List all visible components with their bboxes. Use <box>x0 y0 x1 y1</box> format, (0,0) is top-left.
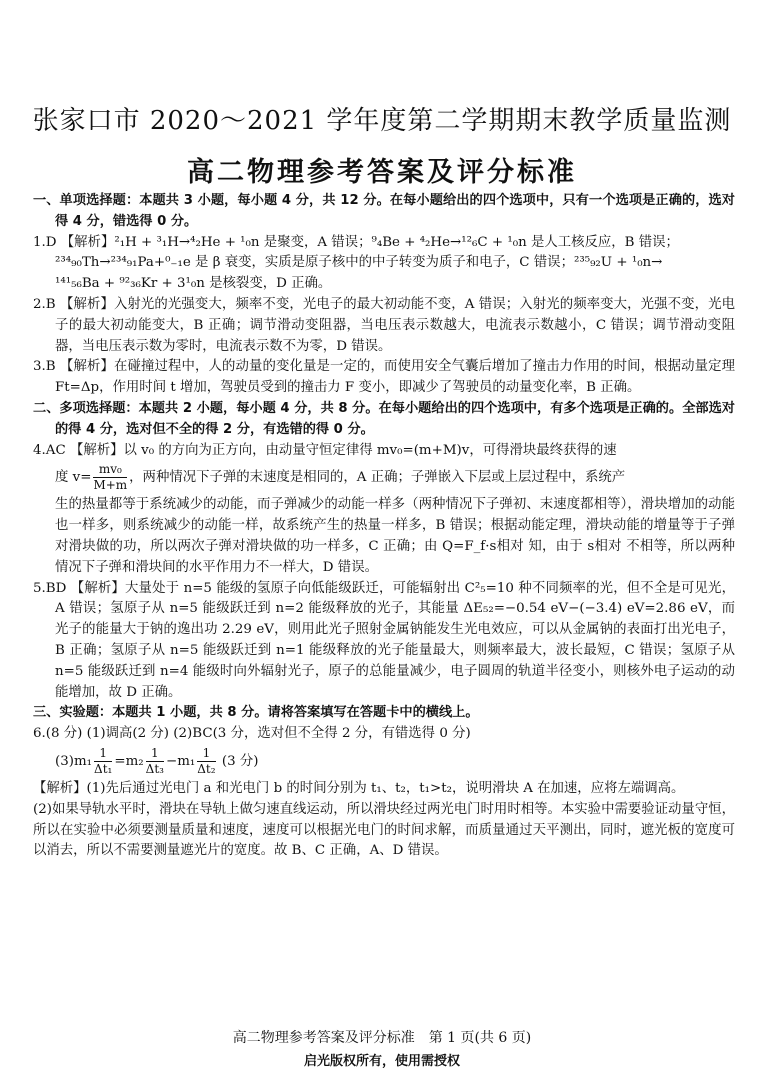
eq-part-a: (3)m₁ <box>55 753 93 769</box>
answer-2: 2.B 【解析】入射光的光强变大，频率不变，光电子的最大初动能不变，A 错误；入射光的频率变大，光强不变，光电子的最大初动能变大，B 正确；调节滑动变阻器，当电压表示数越大，电流表示数越小，C 错误；调节滑动变阻器，当电压表示数为零时，电流表示数不为零，D 错误。 <box>33 296 735 354</box>
answer-4-line-1: 4.AC 【解析】以 v₀ 的方向为正方向，由动量守恒定律得 mv₀=(m+M)v，可得滑块最终获得的速 <box>33 442 617 458</box>
answer-4-line-2-suffix: ，两种情况下子弹的末速度是相同的，A 正确；子弹嵌入下层或上层过程中，系统产 <box>129 470 626 486</box>
eq-fraction-1-den: Δt₁ <box>94 761 113 776</box>
answer-1-line-2: ²³⁴₉₀Th→²³⁴₉₁Pa+⁰₋₁e 是 β 衰变，实质是原子核中的中子转变为质子和电子，C 错误；²³⁵₉₂U + ¹₀n→ <box>55 255 663 271</box>
section-3-heading: 三、实验题：本题共 1 小题，共 8 分。请将答案填写在答题卡中的横线上。 <box>33 705 479 721</box>
answer-6-explanation-2: (2)如果导轨水平时，滑块在导轨上做匀速直线运动，所以滑块经过两光电门时用时相等。本实验中需要验证动量守恒，所以在实验中必须要测量质量和速度，速度可以根据光电门的时间求解，而质量通过天平测出，同时，遮光板的宽度可以消去，所以不需要测量遮光片的宽度。故 B、C 正确，A、D 错误。 <box>33 801 735 859</box>
eq-fraction-3-num: 1 <box>197 746 215 762</box>
document-subtitle: 高二物理参考答案及评分标准 <box>187 157 577 188</box>
answer-6-equation <box>33 745 735 779</box>
answer-4-rest: 生的热量都等于系统减少的动能，而子弹减少的动能一样多（两种情况下子弹初、末速度都相等），滑块增加的动能也一样多，则系统减少的动能一样，故系统产生的热量一样多，B 错误；根据动能定理，滑块动能的增量等于子弹对滑块做的功，所以两次子弹对滑块做的功一样多，C 正确；由 Q=F_f·s相对 知，由于 s相对 不相等，所以两种情况下子弹和滑块间的水平作用力不一样大，D 错误。 <box>55 497 735 575</box>
eq-score: (3 分) <box>221 753 259 769</box>
eq-fraction-1 <box>94 746 112 777</box>
velocity-fraction <box>93 462 127 493</box>
section-1-heading: 一、单项选择题：本题共 3 小题，每小题 4 分，共 12 分。在每小题给出的四个选项中，只有一个选项是正确的，选对得 4 分，错选得 0 分。 <box>33 193 735 229</box>
copyright-notice: 启光版权所有，使用需授权 <box>303 1054 460 1069</box>
eq-fraction-2-den: Δt₃ <box>145 761 164 776</box>
answer-4-line-2 <box>33 461 735 495</box>
answer-5: 5.BD 【解析】大量处于 n=5 能级的氢原子向低能级跃迁，可能辐射出 C²₅=10 种不同频率的光，但不全是可见光，A 错误；氢原子从 n=5 能级跃迁到 n=2 能级释放的光子，其能量 ΔE₅₂=−0.54 eV−(−3.4) eV=2.86 eV，而光子的能量大于钠的逸出功 2.29 eV，则用此光子照射金属钠能发生光电效应，可以从金属钠的表面打出光电子，B 正确；氢原子从 n=5 能级跃迁到 n=1 能级释放的光子能量最大，则频率最大，波长最短，C 错误；氢原子从 n=5 能级跃迁到 n=4 能级时向外辐射光子，原子的总能量减少，电子圆周的轨道半径变小，则核外电子运动的动能增加，故 D 正确。 <box>33 580 735 700</box>
eq-fraction-3 <box>197 746 215 777</box>
eq-fraction-2-num: 1 <box>146 746 164 762</box>
page-footer: 高二物理参考答案及评分标准 第 1 页(共 6 页) <box>232 1030 532 1046</box>
answer-1-line-1: 1.D 【解析】²₁H + ³₁H→⁴₂He + ¹₀n 是聚变，A 错误；⁹₄Be + ⁴₂He→¹²₆C + ¹₀n 是人工核反应，B 错误； <box>33 234 679 250</box>
answer-3: 3.B 【解析】在碰撞过程中，人的动量的变化量是一定的，而使用安全气囊后增加了撞击力作用的时间，根据动量定理 Ft=Δp，作用时间 t 增加，驾驶员受到的撞击力 F 变小，即减少了驾驶员的动量变化率，B 正确。 <box>33 359 735 396</box>
section-2-heading: 二、多项选择题：本题共 2 小题，每小题 4 分，共 8 分。在每小题给出的四个选项中，有多个选项是正确的。全部选对的得 4 分，选对但不全的得 2 分，有选错的得 0 分。 <box>33 400 735 437</box>
eq-fraction-3-den: Δt₂ <box>197 761 216 776</box>
fraction-denominator: M+m <box>93 478 128 493</box>
answer-6-line-1: 6.(8 分) (1)调高(2 分) (2)BC(3 分，选对但不全得 2 分，有错选得 0 分) <box>33 726 471 742</box>
eq-fraction-1-num: 1 <box>94 746 112 762</box>
eq-part-c: −m₁ <box>165 753 196 769</box>
eq-part-b: =m₂ <box>114 753 144 769</box>
eq-fraction-2 <box>146 746 164 777</box>
answer-6-explanation-1: 【解析】(1)先后通过光电门 a 和光电门 b 的时间分别为 t₁、t₂，t₁>t₂，说明滑块 A 在加速，应将左端调高。 <box>33 780 685 796</box>
answer-4-line-2-prefix: 度 v= <box>55 470 92 486</box>
answer-content <box>33 191 735 862</box>
answer-1-line-3: ¹⁴¹₅₆Ba + ⁹²₃₆Kr + 3¹₀n 是核裂变，D 正确。 <box>55 276 332 292</box>
exam-title: 张家口市 2020～2021 学年度第二学期期末教学质量监测 <box>32 106 732 136</box>
fraction-numerator: mv₀ <box>93 462 127 478</box>
